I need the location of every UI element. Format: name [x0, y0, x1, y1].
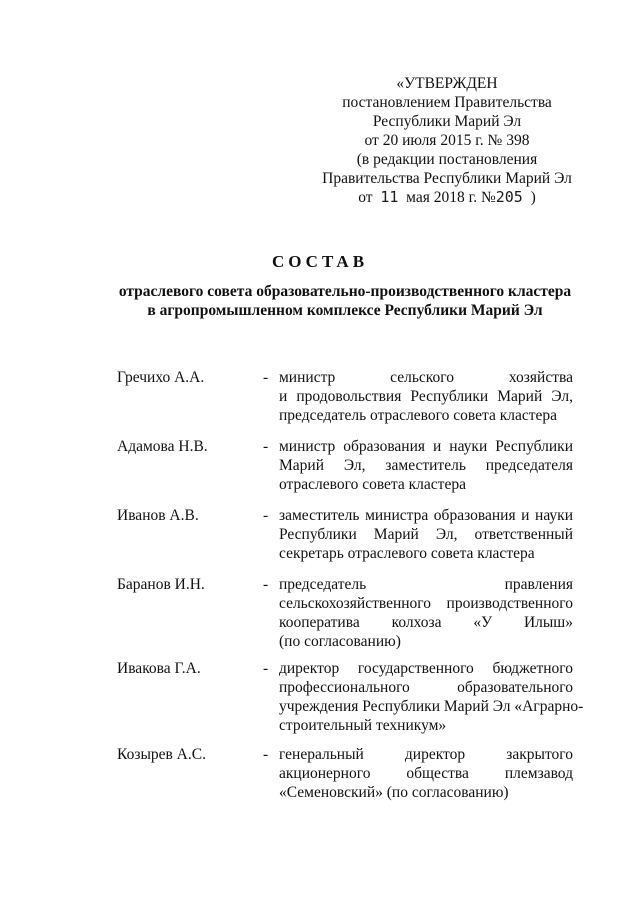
member-role [279, 659, 584, 735]
date-prefix: от [358, 189, 373, 206]
role-line: кооператива колхоза «У Илыш» [279, 614, 573, 631]
role-line: строительный техникум» [279, 717, 447, 734]
date-month-year: мая 2018 г. № [406, 189, 496, 206]
amendment-date-line [322, 188, 572, 207]
approval-line: постановлением Правительства [342, 94, 552, 111]
member-role [279, 437, 573, 494]
role-line: Марий Эл, заместитель председателя [279, 457, 573, 474]
role-line: сельскохозяйственного производственного [279, 595, 573, 612]
member-dash: - [263, 507, 269, 524]
subtitle-line: отраслевого совета образовательно-производственного кластера [118, 283, 572, 300]
role-line: директор государственного бюджетного [279, 660, 573, 677]
member-name: Иванов А.В. [117, 507, 199, 524]
approval-line: (в редакции постановления [356, 151, 538, 168]
handwritten-number: 205 [495, 188, 523, 206]
member-name: Адамова Н.В. [117, 438, 208, 455]
role-line: «Семеновский» (по согласованию) [279, 784, 509, 801]
approval-line: от 20 июля 2015 г. № 398 [364, 132, 530, 149]
role-line: генеральный директор закрытого [279, 746, 573, 763]
role-line: (по согласованию) [279, 633, 401, 650]
document-subtitle [110, 282, 580, 320]
role-line: заместитель министра образования и науки [279, 507, 573, 524]
role-line: председатель правления [279, 576, 573, 593]
member-role [279, 745, 573, 802]
handwritten-day: 11 [380, 188, 399, 206]
subtitle-line: в агропромышленном комплексе Республики Марий Эл [147, 302, 543, 319]
member-dash: - [263, 660, 269, 677]
approval-line: «УТВЕРЖДЕН [396, 75, 498, 92]
member-dash: - [263, 438, 269, 455]
date-close: ) [530, 189, 536, 206]
role-line: министр сельского хозяйства [279, 369, 573, 386]
member-role [279, 506, 573, 563]
role-line: секретарь отраслевого совета кластера [279, 545, 535, 562]
role-line: учреждения Республики Марий Эл «Аграрно- [279, 698, 584, 715]
approval-line: Республики Марий Эл [372, 113, 522, 130]
member-dash: - [263, 369, 269, 386]
member-dash: - [263, 746, 269, 763]
member-dash: - [263, 576, 269, 593]
member-name: Баранов И.Н. [117, 576, 205, 593]
role-line: и продовольствия Республики Марий Эл, [279, 388, 573, 405]
member-name: Козырев А.С. [117, 746, 206, 763]
member-name: Ивакова Г.А. [117, 660, 201, 677]
role-line: акционерного общества племзавод [279, 765, 573, 782]
approval-block [322, 74, 572, 207]
member-role [279, 368, 573, 425]
member-name: Гречихо А.А. [117, 369, 205, 386]
role-line: министр образования и науки Республики [279, 438, 573, 455]
role-line: профессионального образовательного [279, 679, 573, 696]
approval-line: Правительства Республики Марий Эл [322, 170, 572, 187]
role-line: Республики Марий Эл, ответственный [279, 526, 573, 543]
member-role [279, 575, 573, 651]
role-line: председатель отраслевого совета кластера [279, 407, 558, 424]
role-line: отраслевого совета кластера [279, 476, 466, 493]
document-title: СОСТАВ [271, 252, 369, 271]
